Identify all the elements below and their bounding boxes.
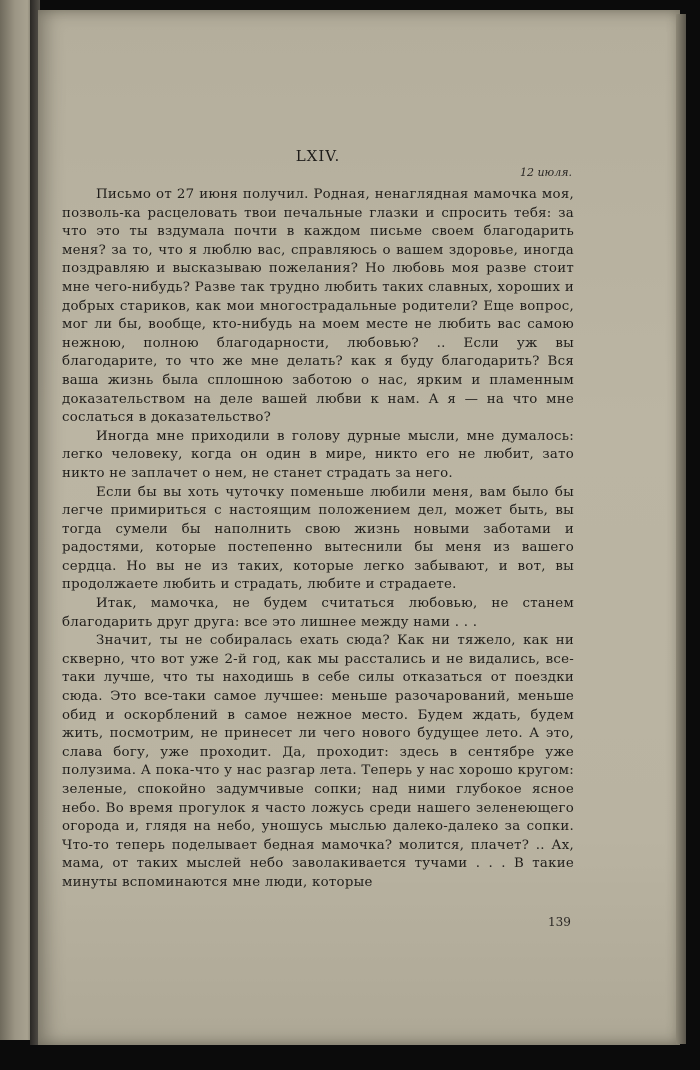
chapter-heading: LXIV. [295, 147, 341, 165]
page-edge [676, 14, 686, 1044]
letter-body [62, 186, 574, 893]
paragraph: Если бы вы хоть чуточку поменьше любили меня, вам было бы легче примириться с настоящим положением дел, может быть, вы тогда сумели бы наполнить свою жизнь новыми заботами и радостями, которые постепенно вытеснили бы меня из вашего сердца. Но вы не из таких, которые легко забывают, и вот, вы продолжаете любить и страдать, любите и страдаете. [62, 484, 574, 593]
paragraph: Письмо от 27 июня получил. Родная, ненаглядная мамочка моя, позволь-ка расцеловать твои печальные глазки и спросить тебя: за что это ты вздумала почти в каждом письме своем благодарить меня? за то, что я люблю вас, справляюсь о вашем здоровье, иногда поздравляю и высказываю пожелания? Но любовь моя разве стоит мне чего-нибудь? Разве так трудно любить таких славных, хороших и добрых стариков, как мои многострадальные родители? Еще вопрос, мог ли бы, вообще, кто-нибудь на моем месте не любить вас самою нежною, полною благодарности, любовью? .. Если уж вы благодарите, то что же мне делать? как я буду благодарить? Вся ваша жизнь была сплошною заботою о нас, ярким и пламенным доказательством на деле вашей любви к нам. А я — на что мне сослаться в доказательство? [62, 187, 574, 426]
paragraph: Иногда мне приходили в голову дурные мысли, мне думалось: легко человеку, когда он один в мире, никто его не любит, зато никто не заплачет о нем, не станет страдать за него. [62, 428, 574, 481]
page-number: 139 [548, 915, 571, 929]
paragraph: Значит, ты не собиралась ехать сюда? Как ни тяжело, как ни скверно, что вот уже 2-й год, как мы расстались и не видались, все-таки лучше, что ты находишь в себе силы отказаться от поездки сюда. Это все-таки самое лучшее: меньше разочарований, меньше обид и оскорблений в самое нежное место. Будем ждать, будем жить, посмотрим, не принесет ли чего нового будущее лето. А это, слава богу, уже проходит. Да, проходит: здесь в сентябре уже полузима. А пока-что у нас разгар лета. Теперь у нас хорошо кругом: зеленые, спокойно задумчивые сопки; над ними глубокое ясное небо. Во время прогулок я часто ложусь среди нашего зеленеющего огорода и, глядя на небо, уношусь мыслью далеко-далеко за сопки. Что-то теперь поделывает бедная мамочка? молится, плачет? .. Ах, мама, от таких мыслей небо заволакивается тучами . . . В такие минуты вспоминаются мне люди, которые [62, 633, 574, 890]
paragraph: Итак, мамочка, не будем считаться любовью, не станем благодарить друг друга: все это лишнее между нами . . . [62, 596, 574, 630]
facing-page [0, 0, 34, 1040]
letter-date: 12 июля. [519, 166, 572, 179]
